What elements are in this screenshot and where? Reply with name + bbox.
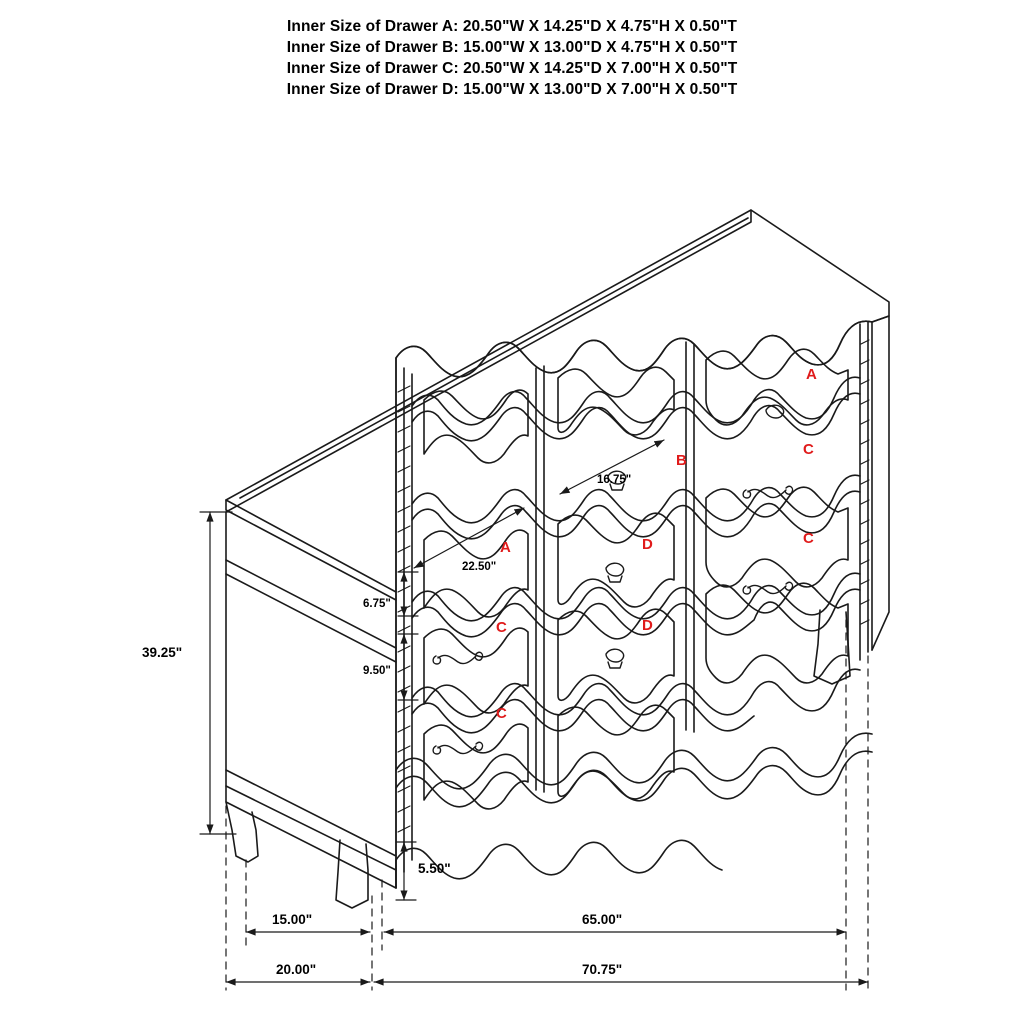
dim-total-depth: 20.00" <box>276 962 317 977</box>
dim-overall-height: 39.25" <box>142 645 183 660</box>
spec-line-a: Inner Size of Drawer A: 20.50"W X 14.25"D X 4.75"H X 0.50"T <box>287 18 737 35</box>
dim-drawer-height-small: 6.75" <box>363 598 391 610</box>
dim-drawer-height-large: 9.50" <box>363 665 391 677</box>
spec-line-c: Inner Size of Drawer C: 20.50"W X 14.25"D X 7.00"H X 0.50"T <box>286 60 738 77</box>
drawer-tag-a-mid-left: A <box>500 539 511 556</box>
drawer-tag-c-right-upper: C <box>803 441 814 458</box>
drawer-tag-c-right-lower: C <box>803 530 814 547</box>
drawer-tag-c-left-mid: C <box>496 619 507 636</box>
drawer-tag-c-left-lower: C <box>496 705 507 722</box>
drawer-tag-b-top-mid: B <box>676 452 687 469</box>
dim-side-depth: 15.00" <box>272 912 313 927</box>
dim-drawer-b-width: 16.75" <box>597 474 632 486</box>
spec-line-d: Inner Size of Drawer D: 15.00"W X 13.00"D X 7.00"H X 0.50"T <box>286 81 738 98</box>
dim-front-width: 65.00" <box>582 912 623 927</box>
dim-drawer-a-width: 22.50" <box>462 561 497 573</box>
dim-leg-height: 5.50" <box>418 861 451 876</box>
drawer-tag-a-top-right: A <box>806 366 817 383</box>
drawer-tag-d-mid-upper: D <box>642 536 653 553</box>
dim-total-width: 70.75" <box>582 962 623 977</box>
drawer-tag-d-mid-lower: D <box>642 617 653 634</box>
spec-line-b: Inner Size of Drawer B: 15.00"W X 13.00"D X 4.75"H X 0.50"T <box>286 39 738 56</box>
